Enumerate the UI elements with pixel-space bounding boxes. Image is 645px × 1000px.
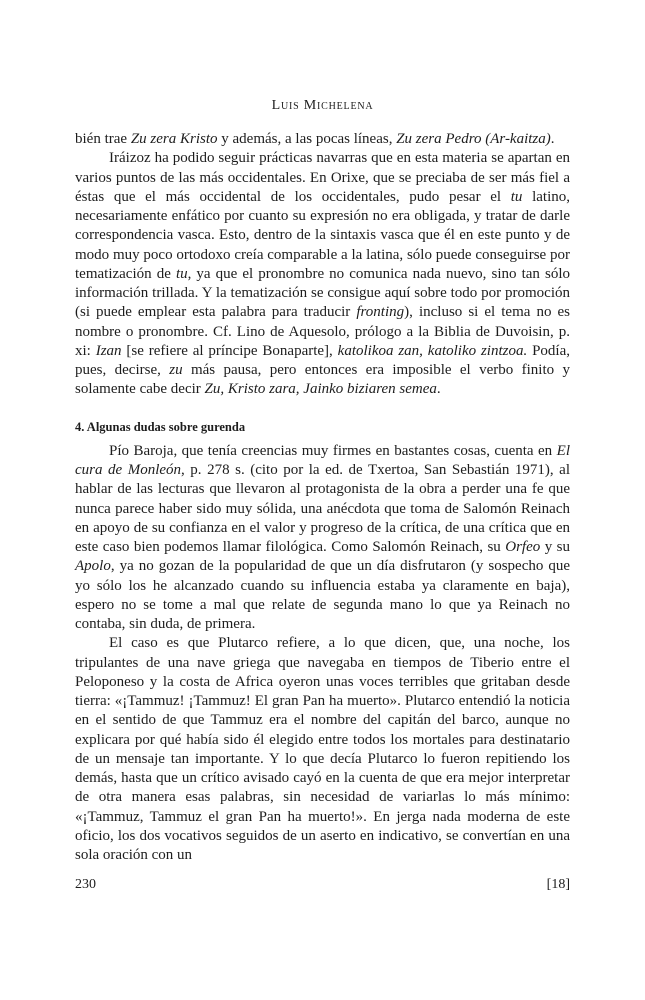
text-run: Podía, pues, decirse, xyxy=(75,342,571,378)
italic-quote: Izan xyxy=(95,342,122,359)
text-run: ), incluso si el tema no es nombre o pronombre. Cf. Lino de Aquesolo, prólogo a la Biblia de Duvoisin, p. xi: xyxy=(75,304,570,359)
italic-quote: Zu zera Pedro (Ar-kaitza) xyxy=(396,131,551,147)
text-run: bién trae xyxy=(75,131,131,147)
paragraph-continuation xyxy=(75,130,570,149)
italic-term: tu xyxy=(510,188,523,205)
italic-term: zu xyxy=(169,362,183,378)
italic-quote: Zu zera Kristo xyxy=(130,131,218,147)
text-run: , ya que el pronombre no comunica nada nuevo, sino tan sólo información trillada. Y la tematización se consigue aquí sobre todo por promoción (si puede emplear esta palabra para traducir xyxy=(75,265,570,321)
paragraph-plutarco xyxy=(75,634,570,865)
page xyxy=(75,98,570,865)
italic-title: Orfeo xyxy=(505,539,541,555)
text-run: , ya no gozan de la popularidad de que un día disfrutaron (y sospecho que yo sólo los he alcanzado cuando su influencia estaba ya claramente en baja), espero no se tome a mal que relate de segunda mano lo que ya Reinach no contaba, sin duda, de primera. xyxy=(75,558,570,632)
section-number: [18] xyxy=(546,877,570,892)
italic-term: tu xyxy=(175,265,188,282)
italic-title: El cura de Monleón xyxy=(75,442,570,478)
body-text xyxy=(75,130,570,865)
italic-quote: Zu, Kristo zara, Jainko biziaren semea xyxy=(204,381,437,398)
paragraph-iraizoz xyxy=(75,149,570,399)
section-heading: 4. Algunas dudas sobre gurenda xyxy=(75,419,246,434)
italic-term: fronting xyxy=(356,304,405,321)
text-run: más pausa, pero entonces era imposible el verbo finito y solamente cabe decir xyxy=(75,362,571,398)
text-run: , p. 278 s. (cito por la ed. de Txertoa, San Sebastián 1971), al hablar de las lecturas que llevaron al protagonista de la obra a perder una fe que nunca parece haber sido muy sólida, una anécdota que toma de Salomón Reinach en apoyo de su confianza en el valor y progreso de la crítica, de una crítica que en este caso bien podemos llamar filológica. Como Salomón Reinach, su xyxy=(75,462,570,555)
text-run: . xyxy=(550,131,555,147)
text-run: . xyxy=(436,381,441,398)
text-run: latino, necesariamente enfático por cuanto su expresión no era obligada, y tratar de darle correspondencia vasca. Esto, dentro de la sintaxis vasca que él en este punto y de modo muy poco ortodoxo creía comparable a la latina, sólo puede conseguirse por tematización de xyxy=(75,188,570,282)
text-run: Pío Baroja, que tenía creencias muy firmes en bastantes cosas, cuenta en xyxy=(109,442,557,459)
text-run: Iráizoz ha podido seguir prácticas navarras que en esta materia se apartan en varios puntos de las más occidentales. En Orixe, que se preciaba de ser más fiel a éstas que el más occidental de los occidentales, pudo pesar el xyxy=(75,150,570,205)
text-run: y su xyxy=(540,539,570,555)
text-run: [se refiere al príncipe Bonaparte], xyxy=(121,342,338,359)
paragraph-baroja xyxy=(75,442,570,635)
italic-title: Apolo xyxy=(75,558,111,575)
italic-quote: katolikoa zan, katoliko zintzoa. xyxy=(337,342,528,359)
text-run: y además, a las pocas líneas, xyxy=(217,131,397,147)
text-run: El caso es que Plutarco refiere, a lo que dicen, que, una noche, los tripulantes de una nave griega que navegaba en tiempos de Tiberio entre el Peloponeso y la costa de Africa oyeron unas voces terribles que gritaban desde tierra: «¡Tammuz! ¡Tammuz! El gran Pan ha muerto». Plutarco entendió la noticia en el sentido de que Tammuz era el nombre del capitán del barco, aunque no explicara por qué había sido él elegido entre todos los mortales para destinatario de un mensaje tan importante. Y lo que decía Plutarco lo fueron repitiendo los demás, hasta que un crítico avisado cayó en la cuenta de que era mejor interpretar de otra manera esas palabras, sin necesidad de variarlas lo más mínimo: «¡Tammuz, Tammuz el gran Pan ha muerto!». En jerga nada moderna de este oficio, los dos vocativos seguidos de un aserto en indicativo, se convertían en una sola oración con un xyxy=(75,635,570,863)
running-head: Luis Michelena xyxy=(271,98,374,113)
page-number: 230 xyxy=(75,877,96,892)
